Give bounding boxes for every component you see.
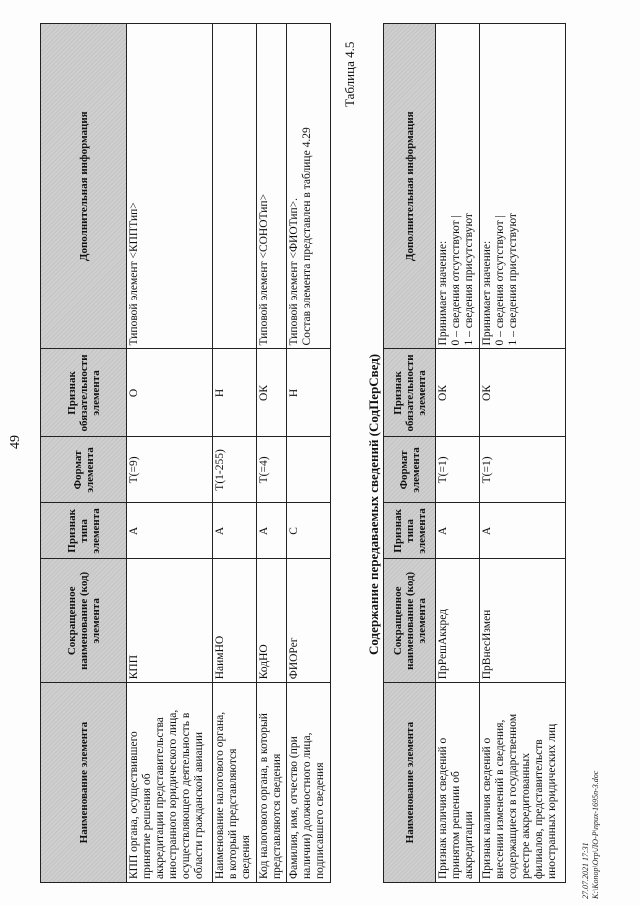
element-required-cell: ОК — [480, 349, 566, 437]
element-name-cell: Признак наличия сведений о внесении изменений в сведения, содержащиеся в государственном реестре аккредитованных филиалов, представительств иностранных юридических лиц — [480, 683, 566, 883]
element-code-cell: НаимНО — [213, 559, 257, 683]
header-cell: Дополнительная информация — [41, 24, 127, 349]
element-info-cell: Типовой элемент <КППТип> — [127, 24, 213, 349]
element-type-cell: С — [287, 503, 331, 559]
element-required-cell: ОК — [257, 349, 287, 437]
header-cell: Наименование элемента — [384, 683, 436, 883]
header-cell: Признак типа элемента — [41, 503, 127, 559]
element-required-cell: Н — [287, 349, 331, 437]
element-format-cell: T(=1) — [436, 437, 480, 503]
transmitted-data-table — [383, 23, 566, 883]
table-row — [127, 24, 213, 883]
table-row — [213, 24, 257, 883]
element-name-cell: КПП органа, осуществившего принятие решения об аккредитации представительства иностранного юридического лица, осуществляющего деятельность в области гражданской авиации — [127, 683, 213, 883]
table-row — [287, 24, 331, 883]
element-type-cell: А — [257, 503, 287, 559]
element-name-cell: Код налогового органа, в который представляются сведения — [257, 683, 287, 883]
element-info-cell — [213, 24, 257, 349]
element-format-cell: T(=9) — [127, 437, 213, 503]
element-info-cell: Принимает значение: 0 – сведения отсутствуют | 1 – сведения присутствуют — [480, 24, 566, 349]
element-name-cell: Наименование налогового органа, в который представляются сведения — [213, 683, 257, 883]
element-code-cell: КПП — [127, 559, 213, 683]
header-cell: Признак типа элемента — [384, 503, 436, 559]
header-cell: Признак обязательности элемента — [41, 349, 127, 437]
header-cell: Формат элемента — [384, 437, 436, 503]
element-code-cell: КодНО — [257, 559, 287, 683]
header-cell: Формат элемента — [41, 437, 127, 503]
element-type-cell: А — [127, 503, 213, 559]
element-required-cell: О — [127, 349, 213, 437]
footer-file-path: K:\Konop\Orp\ЛО-Р\npux-1695n-3.doc — [591, 770, 600, 899]
header-cell: Признак обязательности элемента — [384, 349, 436, 437]
header-cell: Наименование элемента — [41, 683, 127, 883]
table-title: Содержание передаваемых сведений (СодПерСвед) — [366, 353, 381, 655]
element-format-cell: T(=1) — [480, 437, 566, 503]
footer-timestamp: 27.07.2021 17:31 — [581, 842, 590, 899]
element-code-cell: ПрВнесИзмен — [480, 559, 566, 683]
element-format-cell: T(1-255) — [213, 437, 257, 503]
header-cell: Сокращенное наименование (код) элемента — [384, 559, 436, 683]
table-row — [257, 24, 287, 883]
element-format-cell: T(=4) — [257, 437, 287, 503]
element-code-cell: ПрРешАккред — [436, 559, 480, 683]
table-row — [436, 24, 480, 883]
elements-table-continued — [40, 23, 331, 883]
element-name-cell: Фамилия, имя, отчество (при наличии) должностного лица, подписавшего сведения — [287, 683, 331, 883]
element-name-cell: Признак наличия сведений о принятом решении об аккредитации — [436, 683, 480, 883]
table-header-row — [41, 24, 127, 883]
element-type-cell: А — [213, 503, 257, 559]
element-type-cell: А — [480, 503, 566, 559]
element-info-cell: Принимает значение: 0 – сведения отсутствуют | 1 – сведения присутствуют — [436, 24, 480, 349]
element-type-cell: А — [436, 503, 480, 559]
table-header-row — [384, 24, 436, 883]
table-row — [480, 24, 566, 883]
document-footer — [581, 771, 601, 899]
element-code-cell: ФИОРег — [287, 559, 331, 683]
page-number: 49 — [8, 435, 23, 449]
element-required-cell: Н — [213, 349, 257, 437]
element-format-cell — [287, 437, 331, 503]
header-cell: Дополнительная информация — [384, 24, 436, 349]
header-cell: Сокращенное наименование (код) элемента — [41, 559, 127, 683]
element-required-cell: ОК — [436, 349, 480, 437]
element-info-cell: Типовой элемент <СОНОТип> — [257, 24, 287, 349]
table-label: Таблица 4.5 — [342, 41, 357, 107]
element-info-cell: Типовой элемент <ФИОТип>. Состав элемента представлен в таблице 4.29 — [287, 24, 331, 349]
